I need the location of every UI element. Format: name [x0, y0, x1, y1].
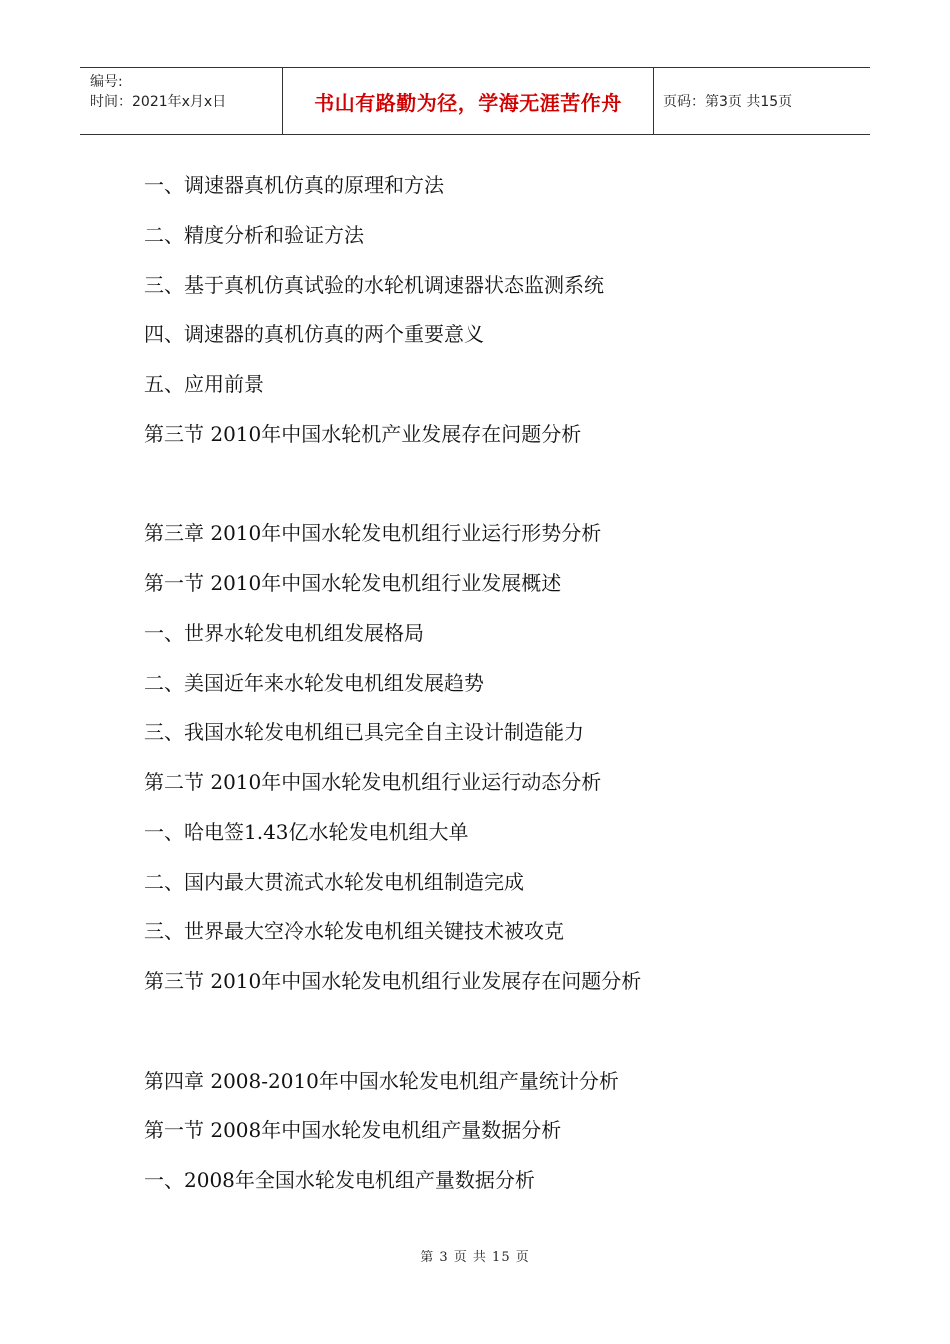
toc-chapter-heading: 第三章 2010年中国水轮发电机组行业运行形势分析 [144, 521, 602, 545]
toc-line: 一、2008年全国水轮发电机组产量数据分析 [144, 1168, 535, 1192]
page-footer: 第 3 页 共 15 页 [420, 1250, 530, 1265]
toc-line: 三、基于真机仿真试验的水轮机调速器状态监测系统 [144, 273, 604, 297]
toc-line: 三、我国水轮发电机组已具完全自主设计制造能力 [144, 720, 584, 744]
toc-chapter-heading: 第四章 2008-2010年中国水轮发电机组产量统计分析 [144, 1069, 619, 1093]
toc-section-heading: 第三节 2010年中国水轮机产业发展存在问题分析 [144, 422, 582, 446]
toc-line: 二、美国近年来水轮发电机组发展趋势 [144, 671, 484, 695]
toc-line: 四、调速器的真机仿真的两个重要意义 [144, 322, 484, 346]
toc-line: 一、哈电签1.43亿水轮发电机组大单 [144, 820, 469, 844]
header-motto: 书山有路勤为径，学海无涯苦作舟 [282, 68, 654, 134]
toc-section-heading: 第一节 2008年中国水轮发电机组产量数据分析 [144, 1118, 562, 1142]
header-meta [80, 68, 282, 134]
toc-section-heading: 第三节 2010年中国水轮发电机组行业发展存在问题分析 [144, 969, 642, 993]
toc-line: 一、世界水轮发电机组发展格局 [144, 621, 424, 645]
toc-section-heading: 第二节 2010年中国水轮发电机组行业运行动态分析 [144, 770, 602, 794]
toc-line: 五、应用前景 [144, 372, 264, 396]
toc-line: 二、国内最大贯流式水轮发电机组制造完成 [144, 870, 524, 894]
toc-line: 三、世界最大空冷水轮发电机组关键技术被攻克 [144, 919, 564, 943]
toc-line: 一、调速器真机仿真的原理和方法 [144, 173, 444, 197]
toc-section-heading: 第一节 2010年中国水轮发电机组行业发展概述 [144, 571, 562, 595]
header-page-info: 页码：第3页 共15页 [663, 94, 793, 110]
toc-line: 二、精度分析和验证方法 [144, 223, 364, 247]
document-header [80, 67, 870, 135]
document-time-label: 时间：2021年x月x日 [90, 94, 227, 110]
document-number-label: 编号: [90, 74, 123, 90]
